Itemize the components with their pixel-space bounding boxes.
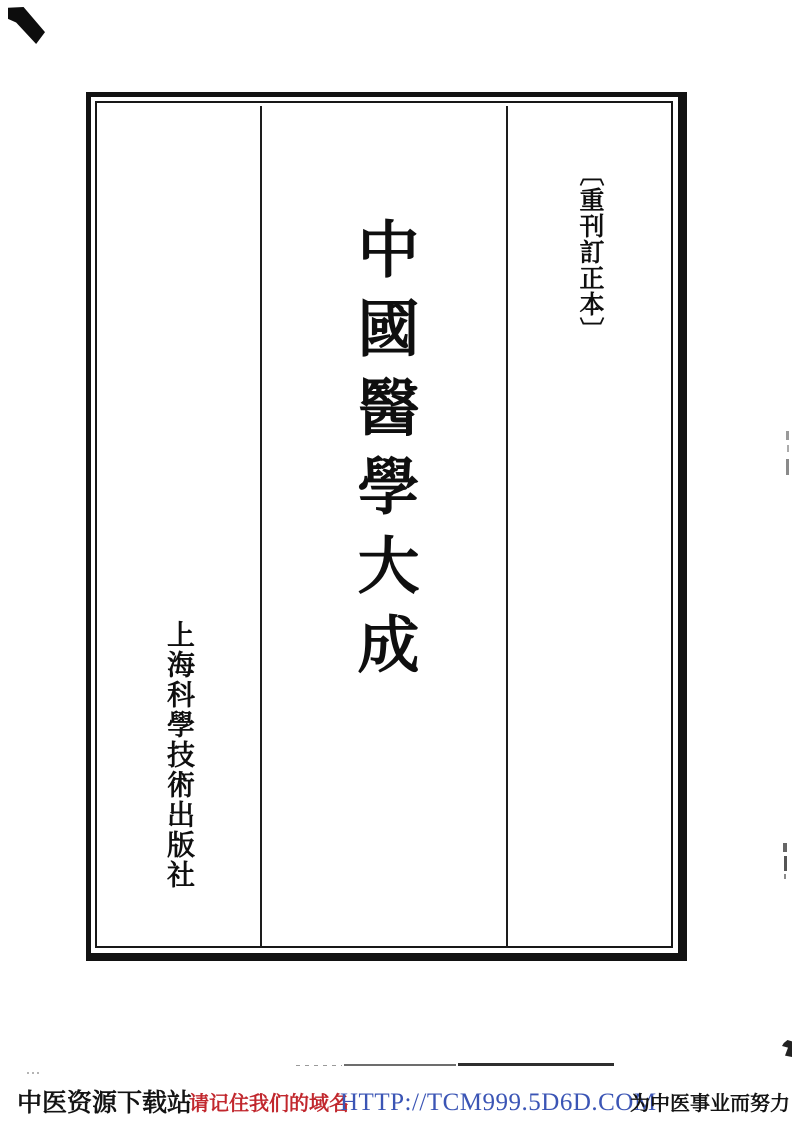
broken-rule-segment [458,1063,614,1066]
scan-artifact [784,856,787,871]
column-divider-left [260,106,262,948]
scan-artifact [784,874,786,879]
broken-rule-segment [344,1064,456,1066]
book-title: 中國醫學大成 [348,217,416,691]
scan-artifact [27,1072,41,1074]
watermark-slogan: 为中医事业而努力 [630,1093,790,1115]
broken-rule-segment [296,1065,342,1066]
watermark-url: HTTP://TCM999.5D6D.COM [340,1089,657,1116]
column-divider-right [506,106,508,948]
scan-artifact [787,445,789,452]
page-edge-ink-mark [782,1040,792,1057]
scan-artifact [786,459,789,475]
corner-ink-mark [8,7,45,44]
scan-artifact [786,431,789,440]
scan-artifact [783,843,787,852]
edition-label: 〔重刊訂正本〕 [576,161,603,343]
watermark-site-name: 中医资源下载站 [17,1090,193,1117]
publisher-name: 上海科學技術出版社 [163,620,194,890]
watermark-reminder: 请记住我们的域名 [189,1093,349,1115]
